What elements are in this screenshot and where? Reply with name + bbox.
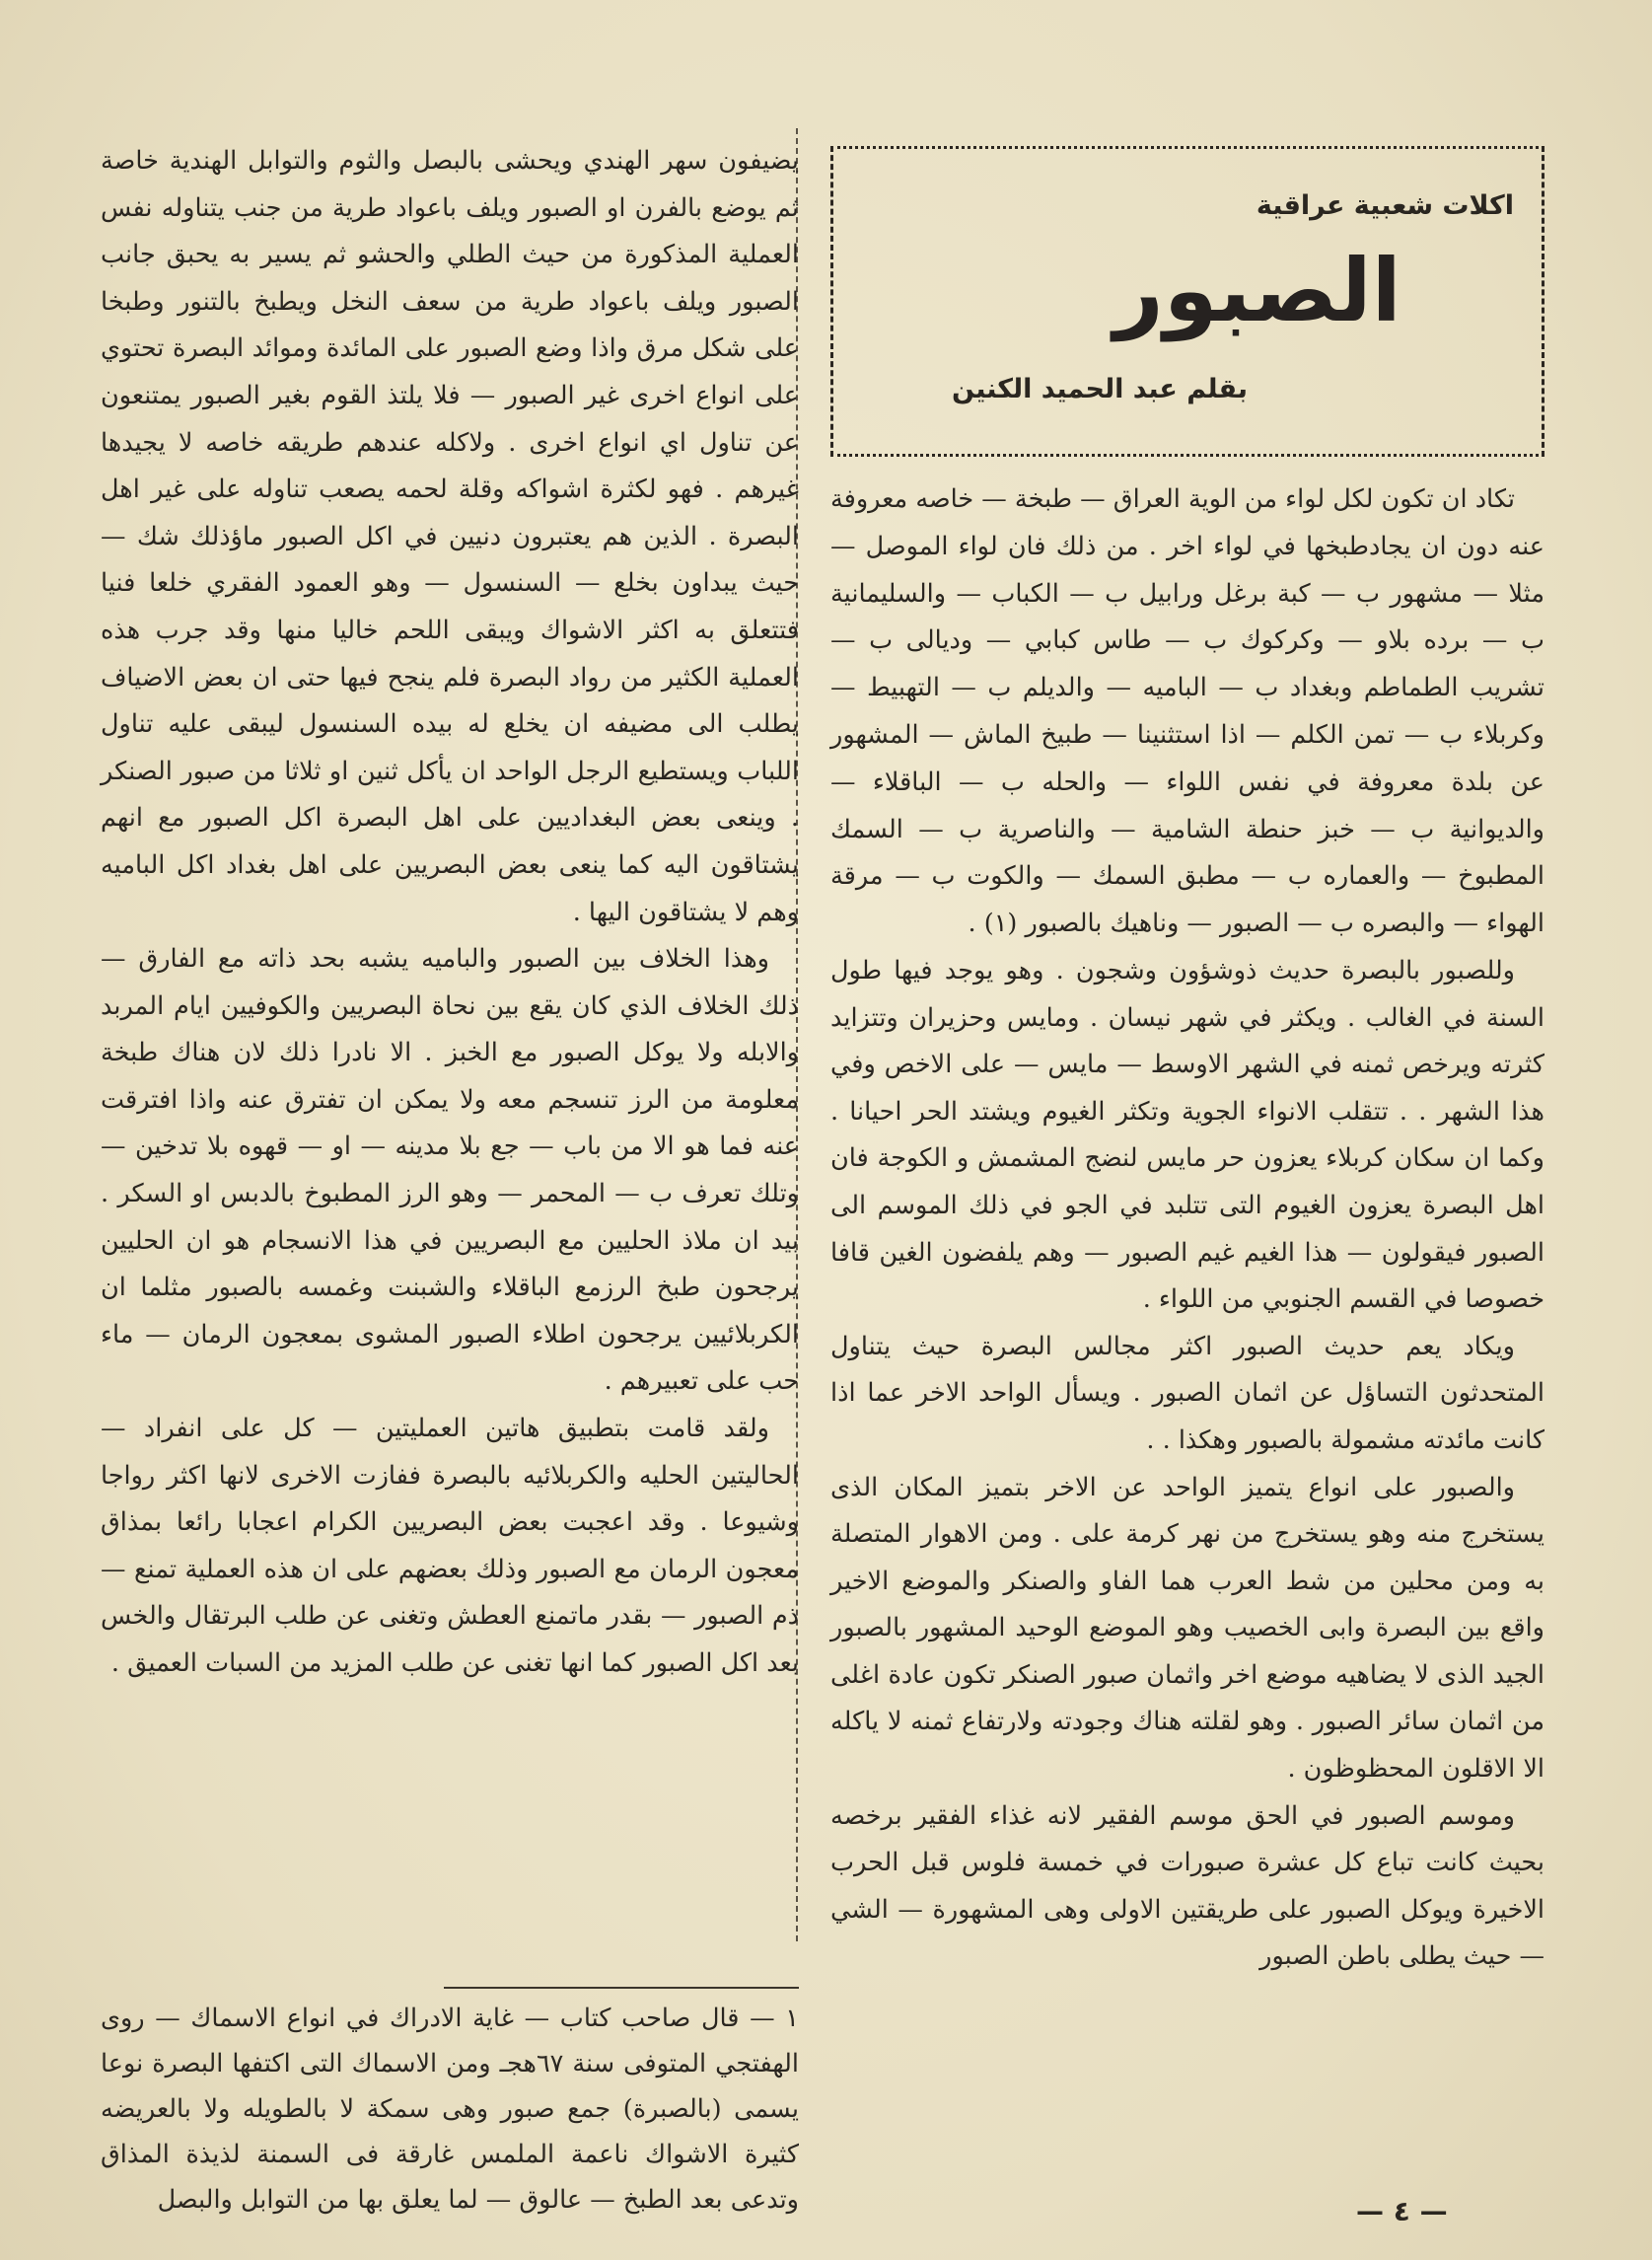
paragraph: وموسم الصبور في الحق موسم الفقير لانه غذاء الفقير برخصه بحيث كانت تباع كل عشرة صبورات في خمسة فلوس قبل الحرب الاخيرة ويوكل الصبور على طريقتين الاولى وهى المشهورة — الشي — حيث يطلى باطن الصبور xyxy=(830,1800,1544,1972)
paragraph: ولقد قامت بتطبيق هاتين العمليتين — كل على انفراد — الحاليتين الحليه والكربلائيه بالبصرة ففازت الاخرى لانها اكثر رواجا وشيوعا . وقد اعجبت بعض البصريين الكرام اعجابا رائعا بمذاق معجون الرمان مع الصبور وذلك بعضهم على ان هذه العملية تمنع — ذم الصبور — بقدر ماتمنع العطش وتغنى عن طلب البرتقال والخس بعد اكل الصبور كما انها تغنى عن طلب المزيد من السبات العميق . xyxy=(101,1414,799,1678)
paragraph: والصبور على انواع يتميز الواحد عن الاخر بتميز المكان الذى يستخرج منه وهو يستخرج من نهر كرمة على . ومن الاهوار المتصلة به ومن محلين من شط العرب هما الفاو والصنكر والموضع الاخير واقع بين البصرة وابى الخصيب وهو الموضع الوحيد المشهور بالصبور الجيد الذى لا يضاهيه موضع اخر واثمان صبور الصنكر تكون عادة اغلى من اثمان سائر الصبور . وهو لقلته هناك وجودته ولارتفاع ثمنه لا ياكله الا الاقلون المحظوظون . xyxy=(830,1472,1544,1785)
paragraph: ويكاد يعم حديث الصبور اكثر مجالس البصرة حيث يتناول المتحدثون التساؤل عن اثمان الصبور . ويسأل الواحد الاخر عما اذا كانت مائدته مشمولة بالصبور وهكذا . . xyxy=(830,1331,1544,1455)
footnote xyxy=(101,1996,799,2223)
series-title: اكلات شعبية عراقية xyxy=(1256,190,1514,221)
page-number: — ٤ — xyxy=(1356,2195,1448,2227)
paragraph: وللصبور بالبصرة حديث ذوشؤون وشجون . وهو يوجد فيها طول السنة في الغالب . ويكثر في شهر نيسان . ومايس وحزيران وتتزايد كثرته ويرخص ثمنه في الشهر الاوسط — مايس — على الاخص وفي هذا الشهر . . تتقلب الانواء الجوية وتكثر الغيوم ويشتد الحر احيانا . وكما ان سكان كربلاء يعزون حر مايس لنضج المشمش و الكوجة فان اهل البصرة يعزون الغيوم التى تتلبد في الجو في ذلك الموسم الى الصبور فيقولون — هذا الغيم غيم الصبور — وهم يلفضون الغين قافا خصوصا في القسم الجنوبي من اللواء . xyxy=(830,955,1544,1315)
article-title: الصبور xyxy=(1113,240,1401,341)
article-header-box xyxy=(830,146,1544,457)
footnote-text: ١ — قال صاحب كتاب — غاية الادراك في انواع الاسماك — روى الهفتجي المتوفى سنة ٦٧هجـ ومن الاسماك التى اكتفها البصرة نوعا يسمى (بالصبرة) جمع صبور وهى سمكة لا بالطويله ولا بالعريضه كثيرة الاشواك ناعمة الملمس غارقة فى السمنة لذيذة المذاق وتدعى بعد الطبخ — عالوق — لما يعلق بها من التوابل والبصل xyxy=(101,2004,799,2215)
right-column xyxy=(830,476,1544,1981)
paragraph: تكاد ان تكون لكل لواء من الوية العراق — طبخة — خاصه معروفة عنه دون ان يجادطبخها في لواء اخر . من ذلك فان لواء الموصل — مثلا — مشهور ب — كبة برغل ورابيل ب — الكباب — والسليمانية ب — برده بلاو — وكركوك ب — طاس كبابي — وديالى ب — تشريب الطماطم وبغداد ب — الباميه — والديلم ب — التهبيط — وكربلاء ب — تمن الكلم — اذا استثنينا — طبيخ الماش — المشهور عن بلدة معروفة في نفس اللواء — والحله ب — الباقلاء — والديوانية ب — خبز حنطة الشامية — والناصرية ب — السمك المطبوخ — والعماره ب — مطبق السمك — والكوت ب — مرقة الهواء — والبصره ب — الصبور — وناهيك بالصبور (١) . xyxy=(830,484,1544,939)
footnote-divider xyxy=(444,1987,799,1989)
left-column xyxy=(101,138,799,1688)
author-byline: بقلم عبد الحميد الكنين xyxy=(951,374,1249,404)
paragraph: وهذا الخلاف بين الصبور والباميه يشبه بحد ذاته مع الفارق — ذلك الخلاف الذي كان يقع بين نحاة البصريين والكوفيين ايام المربد والابله ولا يوكل الصبور مع الخبز . الا نادرا ذلك لان هناك طبخة معلومة من الرز تنسجم معه ولا يمكن ان تفترق عنه واذا افترقت عنه فما هو الا من باب — جع بلا مدينه — او — قهوه بلا تدخين — وتلك تعرف ب — المحمر — وهو الرز المطبوخ بالدبس او السكر . بيد ان ملاذ الحليين مع البصريين في هذا الانسجام هو ان الحليين يرجحون طبخ الرزمع الباقلاء والشبنت وغمسه بالصبور مثلما ان الكربلائيين يرجحون اطلاء الصبور المشوى بمعجون الرمان — ماء حب على تعبيرهم . xyxy=(101,944,799,1397)
paragraph: يضيفون سهر الهندي ويحشى بالبصل والثوم والتوابل الهندية خاصة ثم يوضع بالفرن او الصبور ويلف باعواد طرية من جنب يتناوله نفس العملية المذكورة من حيث الطلي والحشو ثم يسير به يحبق جانب الصبور ويلف باعواد طرية من سعف النخل ويطبخ بالتنور وطبخا على شكل مرق واذا وضع الصبور على المائدة وموائد البصرة تحتوي على انواع اخرى غير الصبور — فلا يلتذ القوم بغير الصبور يمتنعون عن تناول اي انواع اخرى . ولاكله عندهم طريقه خاصه لا يجيدها غيرهم . فهو لكثرة اشواكه وقلة لحمه يصعب تناوله على غير اهل البصرة . الذين هم يعتبرون دنيين في اكل الصبور ماؤذلك شك — حيث يبداون بخلع — السنسول — وهو العمود الفقري خلعا فنيا فتتعلق به اكثر الاشواك ويبقى اللحم خاليا منها وقد جرب هذه العملية الكثير من رواد البصرة فلم ينجح فيها حتى ان بعض الاضياف يطلب الى مضيفه ان يخلع له بيده السنسول ليبقى عليه تناول اللباب ويستطيع الرجل الواحد ان يأكل ثنين او ثلاثا من صبور الصنكر . وينعى بعض البغداديين على اهل البصرة اكل الصبور مع انهم يشتاقون اليه كما ينعى بعض البصريين على اهل بغداد اكل الباميه وهم لا يشتاقون اليها . xyxy=(101,146,799,927)
